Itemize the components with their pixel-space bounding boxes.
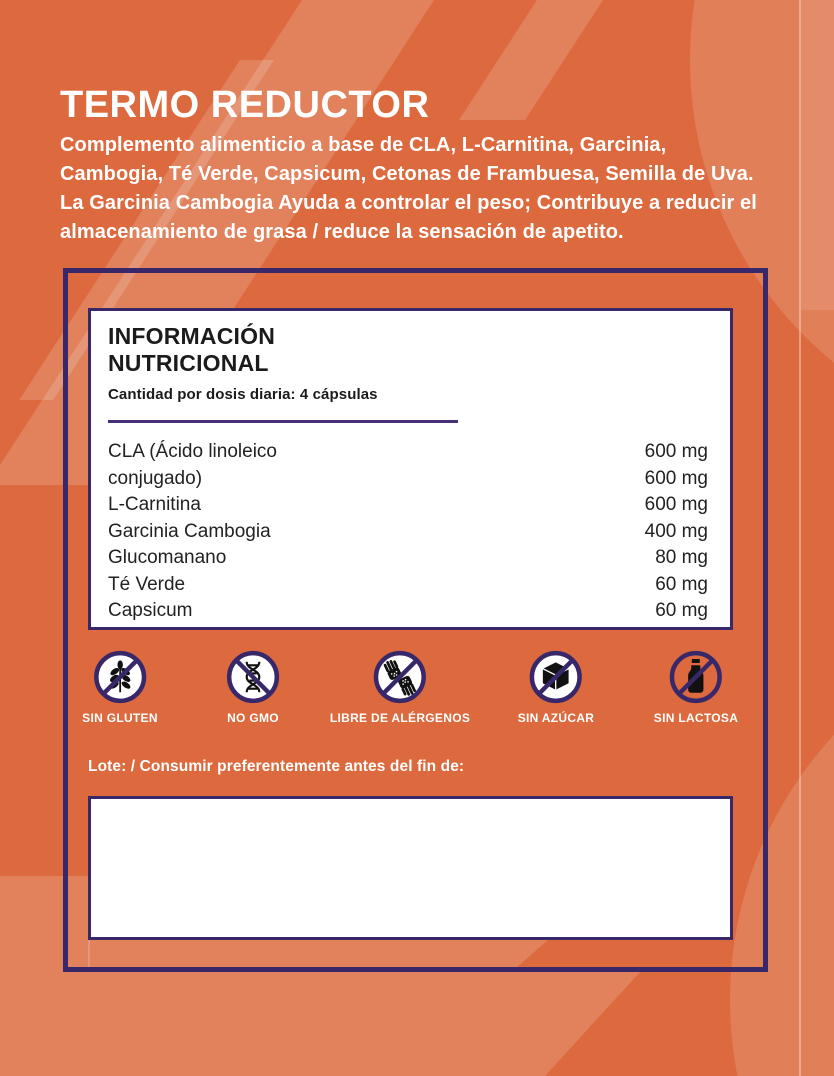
nutrition-heading-line2: NUTRICIONAL bbox=[108, 350, 269, 376]
badge-sin-gluten bbox=[82, 650, 158, 725]
badge-sin-lactosa bbox=[654, 650, 738, 725]
description-line: La Garcinia Cambogia Ayuda a controlar el peso; Contribuye a reducir el bbox=[60, 192, 757, 214]
edge-strip-decoration bbox=[801, 0, 834, 310]
ingredient-name: Capsicum bbox=[108, 600, 193, 621]
ingredient-name: L-Carnitina bbox=[108, 494, 201, 515]
nutrition-heading-line1: INFORMACIÓN bbox=[108, 323, 276, 349]
divider bbox=[108, 420, 458, 423]
ingredient-row bbox=[108, 466, 708, 493]
ingredient-amount: 60 mg bbox=[655, 600, 708, 621]
ingredient-row bbox=[108, 439, 708, 466]
badge-sin-azucar bbox=[518, 650, 595, 725]
badge-label: LIBRE DE ALÉRGENOS bbox=[329, 711, 471, 725]
ingredient-amount: 600 mg bbox=[644, 494, 708, 515]
description-line: Complemento alimenticio a base de CLA, L-Carnitina, Garcinia, bbox=[60, 134, 667, 156]
ingredient-amount: 600 mg bbox=[644, 467, 708, 489]
description-line: Cambogia, Té Verde, Capsicum, Cetonas de Frambuesa, Semilla de Uva. bbox=[60, 163, 754, 185]
no-lactose-milk-bottle-crossed-icon bbox=[669, 650, 723, 704]
ingredient-name: Té Verde bbox=[108, 573, 186, 595]
ingredient-row bbox=[108, 572, 708, 599]
ingredient-row bbox=[108, 492, 708, 519]
badge-no-gmo bbox=[226, 650, 280, 725]
ingredient-amount: 80 mg bbox=[655, 547, 708, 568]
diagonal-band-decoration bbox=[459, 0, 616, 120]
serving-info: Cantidad por dosis diaria: 4 cápsulas bbox=[108, 386, 378, 403]
ingredient-row bbox=[108, 519, 708, 546]
ingredient-amount: 600 mg bbox=[644, 441, 708, 462]
nutrition-panel bbox=[88, 308, 733, 630]
no-gmo-dna-crossed-icon bbox=[226, 650, 280, 704]
ingredient-list bbox=[108, 439, 708, 625]
no-sugar-cube-crossed-icon bbox=[529, 650, 583, 704]
description-line: almacenamiento de grasa / reduce la sensación de apetito. bbox=[60, 221, 624, 243]
lot-label: Lote: / Consumir preferentemente antes del fin de: bbox=[88, 758, 465, 775]
ingredient-row bbox=[108, 598, 708, 625]
ingredient-name: Glucomanano bbox=[108, 547, 227, 568]
product-description bbox=[60, 131, 757, 247]
badge-label: SIN GLUTEN bbox=[82, 711, 158, 725]
lot-date-blank-box bbox=[88, 796, 733, 940]
nutrition-heading bbox=[108, 323, 708, 377]
no-gluten-wheat-crossed-icon bbox=[93, 650, 147, 704]
ingredient-row bbox=[108, 545, 708, 572]
page-title: TERMO REDUCTOR bbox=[60, 84, 430, 126]
badge-label: SIN AZÚCAR bbox=[517, 711, 595, 725]
badge-label: SIN LACTOSA bbox=[653, 711, 739, 725]
ingredient-name: conjugado) bbox=[108, 467, 203, 489]
ingredient-amount: 60 mg bbox=[655, 573, 708, 595]
badge-label: NO GMO bbox=[227, 711, 279, 725]
ingredient-name: Garcinia Cambogia bbox=[108, 520, 271, 542]
ingredient-amount: 400 mg bbox=[644, 520, 708, 542]
ingredient-name: CLA (Ácido linoleico bbox=[108, 441, 277, 462]
badge-libre-de-alergenos bbox=[330, 650, 470, 725]
allergen-free-hands-crossed-icon bbox=[373, 650, 427, 704]
